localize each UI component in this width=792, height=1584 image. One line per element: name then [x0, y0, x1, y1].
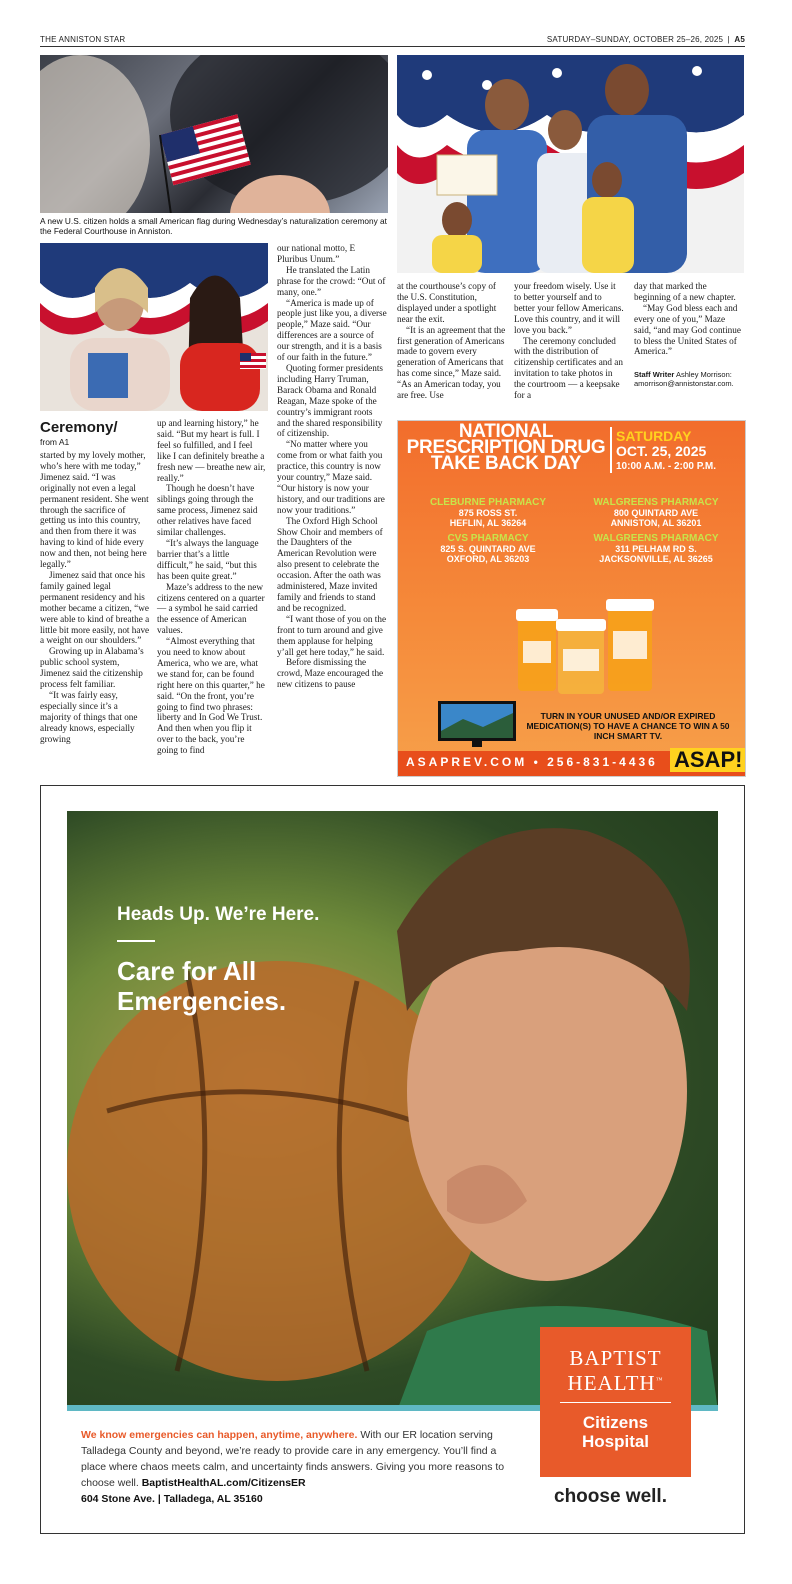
- pill-bottles-graphic: [498, 591, 668, 701]
- ad-drug-take-back: [397, 420, 746, 777]
- baptist-body-text: With our ER location serving Talladega County and beyond, we’re ready to provide care in any emergency. You’ll find a place where chaos meets calm, and uncertainty finds answers. Giving you more reasons to choose well.: [81, 1429, 505, 1489]
- article-paragraph: Growing up in Alabama’s public school system, Jimenez said the citizenship process felt familiar.: [40, 646, 144, 690]
- header-date: SATURDAY–SUNDAY, OCTOBER 25–26, 2025: [546, 35, 724, 44]
- photo-two-women: [40, 243, 268, 411]
- baptist-headline-2: Emergencies.: [117, 986, 287, 1016]
- baptist-logo-tm: ™: [655, 1376, 664, 1384]
- article-paragraph: Though he doesn’t have siblings going through the same process, Jimenez said other relatives have faced similar challenges.: [157, 483, 258, 538]
- baptist-hero-photo: [67, 811, 718, 1411]
- location-2-name: WALGREENS PHARMACY: [593, 497, 719, 508]
- drug-ad-divider: [610, 427, 612, 473]
- location-2-addr1: 800 QUINTARD AVE: [613, 508, 699, 518]
- location-3-name: CVS PHARMACY: [447, 533, 529, 544]
- baptist-logo-box: [540, 1327, 691, 1477]
- article-paragraph: Before dismissing the crowd, Maze encouraged the new citizens to pause: [277, 657, 384, 690]
- article-paragraph: Quoting former presidents including Harry Truman, Barack Obama and Ronald Reagan, Maze spoke of the country’s immigrant roots and the shared responsibility of citizenship.: [277, 362, 383, 439]
- smart-tv-graphic: [438, 701, 516, 747]
- drug-ad-footer: ASAPREV.COM • 256-831-4436: [406, 755, 658, 769]
- article-paragraph: Jimenez said that once his family gained legal permanent residency and his mother became a citizen, “we were able to kind of breathe a little bit more easily, not have a weight on our shoulders.”: [40, 569, 150, 646]
- article-paragraph: “It was fairly easy, especially since it’s a majority of things that one already knows, especially growing: [40, 689, 138, 744]
- article-paragraph: “I want those of you on the front to turn around and give them applause for helping y’all get here today,” he said.: [277, 613, 387, 657]
- logo-divider: [560, 1402, 671, 1403]
- article-paragraph: The Oxford High School Show Choir and members of the Daughters of the American Revolution were also present to celebrate the occasion. After the oath was administered, Maze invited family and friends to stand and be recognized.: [277, 515, 383, 613]
- article-paragraph: our national motto, E Pluribus Unum.”: [277, 243, 356, 264]
- article-paragraph: “No matter where you come from or what faith you practice, this country is now your country,” Maze said. “Our history is now your history, and our traditions are now your traditions.”: [277, 439, 385, 515]
- location-1-name: CLEBURNE PHARMACY: [429, 497, 547, 508]
- article-column-6: [634, 281, 744, 357]
- article-headline: Ceremony/: [40, 419, 118, 436]
- byline-label: Staff Writer: [634, 370, 675, 379]
- article-column-4: [397, 281, 507, 401]
- article-paragraph: at the courthouse’s copy of the U.S. Constitution, displayed under a spotlight near the exit.: [397, 281, 497, 324]
- hospital-name: [540, 1413, 691, 1451]
- article-paragraph: day that marked the beginning of a new chapter.: [634, 281, 736, 302]
- hospital-name-2: Hospital: [581, 1432, 650, 1451]
- location-1-addr1: 875 ROSS ST.: [458, 508, 518, 518]
- article-paragraph: “May God bless each and every one of you,” Maze said, “and may God continue to bless the United States of America.”: [634, 302, 741, 357]
- drug-ad-title-1: NATIONAL: [458, 421, 554, 442]
- article-column-3: [277, 243, 387, 690]
- photo1-caption: A new U.S. citizen holds a small American flag during Wednesday’s naturalization ceremony at the Federal Courthouse in Anniston.: [40, 216, 387, 236]
- article-paragraph: “America is made up of people just like you, a diverse people,” Maze said. “Our differences are a source of our strength, and it is a basis of our faith in the future.”: [277, 297, 387, 363]
- drug-ad-location-2: [576, 498, 736, 528]
- location-4-addr2: JACKSONVILLE, AL 36265: [599, 554, 713, 564]
- article-column-5: [514, 281, 624, 401]
- drug-ad-location-1: [408, 498, 568, 528]
- baptist-link[interactable]: BaptistHealthAL.com/CitizensER: [141, 1477, 306, 1489]
- article-jump: from A1: [40, 437, 70, 447]
- article-paragraph: “Almost everything that you need to know about America, who we are, what we stand for, can be found right here on this quarter,” he said. “On the front, you’re going to find two phrases: liberty and In God We Trust. And then when you flip it over to the back, you’re going to find: [157, 636, 265, 756]
- article-column-1: [40, 450, 150, 744]
- drug-ad-title-2: PRESCRIPTION DRUG: [406, 437, 606, 458]
- baptist-logo-2: HEALTH: [567, 1371, 656, 1395]
- article-paragraph: up and learning history,” he said. “But my heart is full. I feel so fulfilled, and I feel like I can definitely breathe a fresh new — breathe new air, really.”: [157, 418, 266, 483]
- location-4-name: WALGREENS PHARMACY: [593, 533, 719, 544]
- baptist-body-highlight: We know emergencies can happen, anytime, anywhere.: [81, 1429, 358, 1441]
- paper-name: THE ANNISTON STAR: [40, 35, 126, 44]
- photo-family: [397, 55, 744, 273]
- page-number: A5: [734, 35, 745, 44]
- article-paragraph: He translated the Latin phrase for the crowd: “Out of many, one.”: [277, 264, 386, 297]
- drug-ad-time: 10:00 A.M. - 2:00 P.M.: [616, 461, 717, 472]
- baptist-slogan: choose well.: [554, 1486, 667, 1507]
- baptist-tagline: Heads Up. We’re Here.: [117, 904, 320, 925]
- ad-baptist-health: [40, 785, 745, 1534]
- article-column-2: [157, 418, 267, 756]
- baptist-logo: [540, 1347, 691, 1394]
- location-2-addr2: ANNISTON, AL 36201: [610, 518, 702, 528]
- drug-ad-title: [406, 421, 606, 474]
- byline-text: Ashley Morrison: amorrison@annistonstar.com.: [634, 370, 734, 388]
- drug-ad-location-3: [408, 534, 568, 564]
- article-paragraph: Maze’s address to the new citizens centered on a quarter — a symbol he said carried the essence of American values.: [157, 581, 265, 636]
- baptist-body: [81, 1427, 521, 1491]
- article-paragraph: “It is an agreement that the first generation of Americans made to govern every generation of Americans that has come since,” Maze said. “As an American today, you are free. Use: [397, 324, 506, 401]
- hospital-name-1: Citizens: [582, 1413, 649, 1432]
- location-1-addr2: HEFLIN, AL 36264: [449, 518, 527, 528]
- baptist-address: 604 Stone Ave. | Talladega, AL 35160: [81, 1493, 263, 1505]
- header-rule: [40, 46, 745, 47]
- drug-ad-promo: TURN IN YOUR UNUSED AND/OR EXPIRED MEDICATION(S) TO HAVE A CHANCE TO WIN A 50 INCH SMART TV.: [526, 711, 730, 741]
- article-paragraph: your freedom wisely. Use it to better yourself and to better your fellow Americans. Love this country, and it will love you back.”: [514, 281, 624, 335]
- photo-flag-holder: [40, 55, 388, 213]
- article-paragraph: started by my lovely mother, who’s here with me today,” Jimenez said. “I was originally not even a legal permanent resident. She went through the sacrifice of getting us into this country, and then from there it was having to kind of hide every now and then, not being here legally.”: [40, 450, 149, 570]
- location-3-addr1: 825 S. QUINTARD AVE: [440, 544, 536, 554]
- baptist-headline-1: Care for All: [117, 956, 257, 986]
- article-paragraph: The ceremony concluded with the distribution of citizenship certificates and an invitation to take photos in the courtroom — a keepsake for a: [514, 335, 623, 401]
- asap-logo: ASAP!: [670, 748, 746, 772]
- byline: [634, 370, 744, 388]
- tagline-divider: [117, 940, 155, 942]
- baptist-logo-1: BAPTIST: [569, 1346, 662, 1370]
- drug-ad-date-block: [616, 429, 716, 474]
- page-dateline: SATURDAY–SUNDAY, OCTOBER 25–26, 2025 | A5: [546, 35, 745, 44]
- baptist-headline: [117, 956, 286, 1016]
- location-3-addr2: OXFORD, AL 36203: [446, 554, 530, 564]
- drug-ad-day: SATURDAY: [616, 428, 692, 444]
- drug-ad-title-3: TAKE BACK DAY: [430, 453, 582, 474]
- article-paragraph: “It’s always the language barrier that’s a little difficult,” he said, “but this has been quite great.”: [157, 537, 259, 581]
- location-4-addr1: 311 PELHAM RD S.: [615, 544, 697, 554]
- drug-ad-location-4: [576, 534, 736, 564]
- drug-ad-date: OCT. 25, 2025: [616, 443, 707, 459]
